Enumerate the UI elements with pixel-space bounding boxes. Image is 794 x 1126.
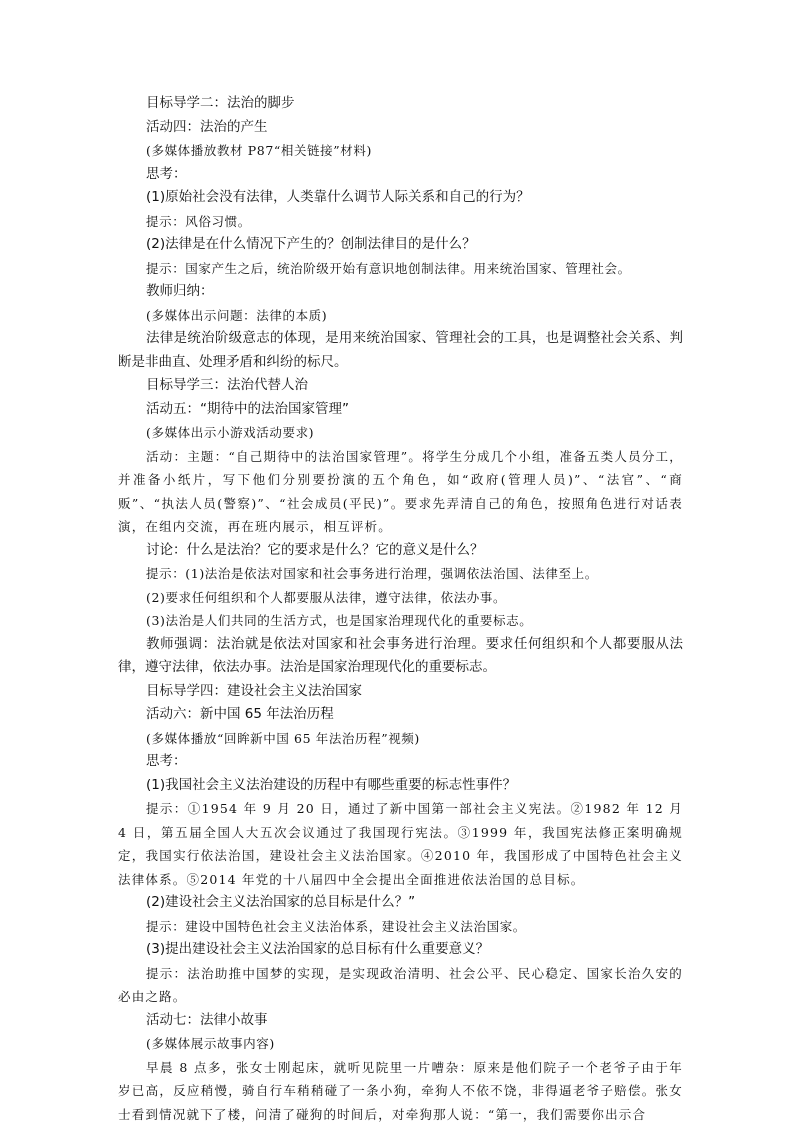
paragraph: (多媒体播放教材 P87“相关链接”材料) — [118, 139, 683, 163]
paragraph: 法律是统治阶级意志的体现，是用来统治国家、管理社会的工具，也是调整社会关系、判断是非曲直、处理矛盾和纠纷的标尺。 — [118, 327, 683, 374]
paragraph: 活动：主题：“自己期待中的法治国家管理”。将学生分成几个小组，准备五类人员分工，并准备小纸片，写下他们分别要扮演的五个角色，如“政府(管理人员)”、“法官”、“商贩”、“执法人员(警察)”、“社会成员(平民)”。要求先弄清自己的角色，按照角色进行对话表演，在组内交流，再在班内展示，相互评析。 — [118, 445, 683, 539]
paragraph: 讨论：什么是法治？它的要求是什么？它的意义是什么？ — [118, 539, 683, 563]
paragraph: 教师归纳： — [118, 280, 683, 304]
paragraph: 教师强调：法治就是依法对国家和社会事务进行治理。要求任何组织和个人都要服从法律，遵守法律，依法办事。法治是国家治理现代化的重要标志。 — [118, 633, 683, 680]
paragraph: 提示：国家产生之后，统治阶级开始有意识地创制法律。用来统治国家、管理社会。 — [118, 257, 683, 281]
paragraph: 提示：①1954 年 9 月 20 日，通过了新中国第一部社会主义宪法。②1982 年 12 月 4 日，第五届全国人大五次会议通过了我国现行宪法。③1999 年，我国宪法修正案明确规定，我国实行依法治国，建设社会主义法治国家。④2010 年，我国形成了中国特色社会主义法律体系。⑤2014 年党的十八届四中全会提出全面推进依法治国的总目标。 — [118, 797, 683, 891]
paragraph: (3)法治是人们共同的生活方式，也是国家治理现代化的重要标志。 — [118, 609, 683, 633]
paragraph: 活动五：“期待中的法治国家管理” — [118, 398, 683, 422]
paragraph: (多媒体播放“回眸新中国 65 年法治历程”视频) — [118, 727, 683, 751]
paragraph: (2)法律是在什么情况下产生的？创制法律目的是什么？ — [118, 233, 683, 257]
paragraph: (多媒体出示问题：法律的本质) — [118, 304, 683, 328]
paragraph: 提示：法治助推中国梦的实现，是实现政治清明、社会公平、民心稳定、国家长治久安的必由之路。 — [118, 962, 683, 1009]
paragraph: (多媒体展示故事内容) — [118, 1032, 683, 1056]
paragraph: (2)建设社会主义法治国家的总目标是什么？” — [118, 891, 683, 915]
paragraph: 目标导学三：法治代替人治 — [118, 374, 683, 398]
paragraph: 活动七：法律小故事 — [118, 1009, 683, 1033]
document-body — [118, 92, 683, 1126]
paragraph: 目标导学四：建设社会主义法治国家 — [118, 680, 683, 704]
paragraph: (3)提出建设社会主义法治国家的总目标有什么重要意义？ — [118, 938, 683, 962]
paragraph: 提示：(1)法治是依法对国家和社会事务进行治理，强调依法治国、法律至上。 — [118, 562, 683, 586]
paragraph: 提示：风俗习惯。 — [118, 210, 683, 234]
paragraph: 早晨 8 点多，张女士刚起床，就听见院里一片嘈杂：原来是他们院子一个老爷子由于年岁已高，反应稍慢，骑自行车稍稍碰了一条小狗，牵狗人不依不饶，非得逼老爷子赔偿。张女士看到情况就下了楼，问清了碰狗的时间后，对牵狗那人说：“第一，我们需要你出示合 — [118, 1056, 683, 1126]
paragraph: 活动六：新中国 65 年法治历程 — [118, 703, 683, 727]
paragraph: 活动四：法治的产生 — [118, 116, 683, 140]
paragraph: (1)原始社会没有法律，人类靠什么调节人际关系和自己的行为？ — [118, 186, 683, 210]
paragraph: (多媒体出示小游戏活动要求) — [118, 421, 683, 445]
paragraph: 目标导学二：法治的脚步 — [118, 92, 683, 116]
paragraph: 思考： — [118, 750, 683, 774]
paragraph: (2)要求任何组织和个人都要服从法律，遵守法律，依法办事。 — [118, 586, 683, 610]
paragraph: (1)我国社会主义法治建设的历程中有哪些重要的标志性事件？ — [118, 774, 683, 798]
paragraph: 提示：建设中国特色社会主义法治体系，建设社会主义法治国家。 — [118, 915, 683, 939]
paragraph: 思考： — [118, 163, 683, 187]
